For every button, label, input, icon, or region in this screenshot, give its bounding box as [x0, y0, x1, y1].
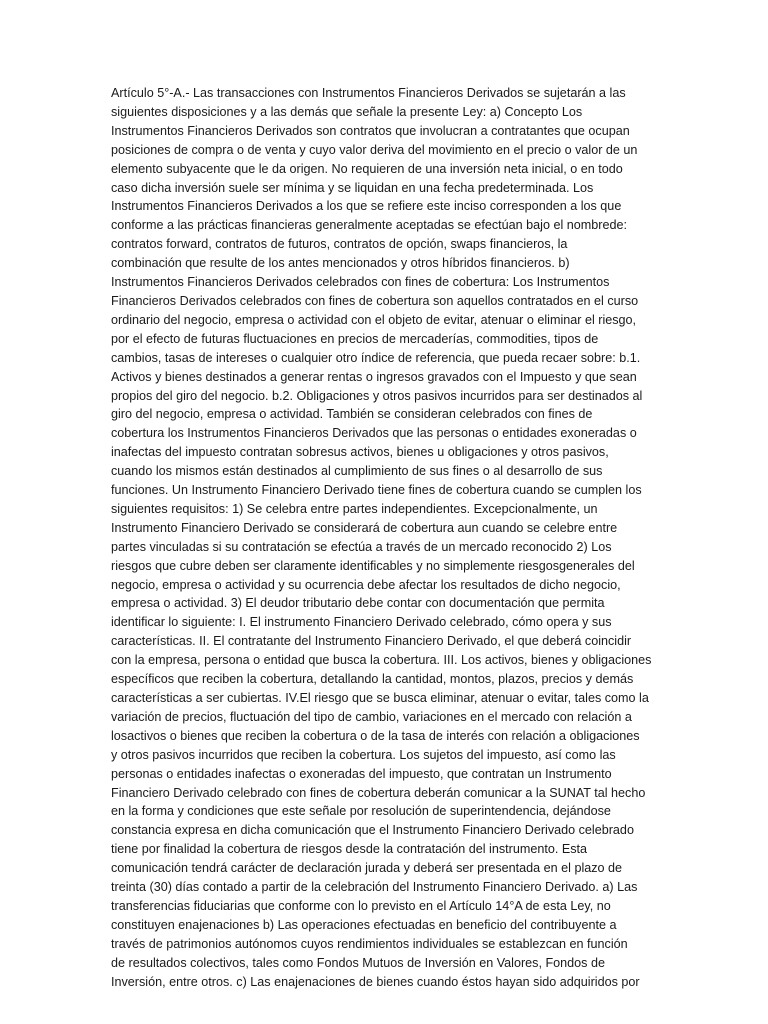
text-line: treinta (30) días contado a partir de la celebración del Instrumento Financiero Derivado. a) Las [111, 880, 638, 895]
text-line: empresa o actividad. 3) El deudor tributario debe contar con documentación que permita [111, 596, 605, 611]
text-line: negocio, empresa o actividad y su ocurrencia debe afectar los resultados de dicho negocio, [111, 577, 621, 592]
text-line: cuando los mismos están destinados al cumplimiento de sus fines o al desarrollo de sus [111, 464, 603, 479]
text-line: funciones. Un Instrumento Financiero Derivado tiene fines de cobertura cuando se cumplen los [111, 483, 642, 498]
text-line: partes vinculadas si su contratación se efectúa a través de un mercado reconocido 2) Los [111, 539, 612, 554]
text-line: comunicación tendrá carácter de declaración jurada y deberá ser presentada en el plazo de [111, 861, 623, 876]
text-line: ordinario del negocio, empresa o actividad con el objeto de evitar, atenuar o eliminar el riesgo, [111, 312, 637, 327]
text-line: Financiero Derivado celebrado con fines de cobertura deberán comunicar a la SUNAT tal hecho [111, 785, 646, 800]
text-line: caso dicha inversión suele ser mínima y se liquidan en una fecha predeterminada. Los [111, 180, 594, 195]
text-line: constancia expresa en dicha comunicación que el Instrumento Financiero Derivado celebrado [111, 823, 634, 838]
text-line: variación de precios, fluctuación del tipo de cambio, variaciones en el mercado con relación a [111, 709, 632, 724]
text-line: Activos y bienes destinados a generar rentas o ingresos gravados con el Impuesto y que sean [111, 369, 637, 384]
text-line: posiciones de compra o de venta y cuyo valor deriva del movimiento en el precio o valor de un [111, 142, 638, 157]
text-line: identificar lo siguiente: I. El instrumento Financiero Derivado celebrado, cómo opera y sus [111, 615, 612, 630]
text-line: y otros pasivos incurridos que reciben la cobertura. Los sujetos del impuesto, así como las [111, 747, 616, 762]
text-line: por el efecto de futuras fluctuaciones en precios de mercaderías, commodities, tipos de [111, 331, 599, 346]
text-line: Instrumentos Financieros Derivados son contratos que involucran a contratantes que ocupan [111, 123, 630, 138]
text-line: cobertura los Instrumentos Financieros Derivados que las personas o entidades exoneradas o [111, 426, 637, 441]
text-line: características a ser cubiertas. IV.El riesgo que se busca eliminar, atenuar o evitar, tales como la [111, 691, 649, 705]
text-line: específicos que reciben la cobertura, detallando la cantidad, montos, plazos, precios y demás [111, 672, 634, 687]
text-line: de resultados colectivos, tales como Fondos Mutuos de Inversión en Valores, Fondos de [111, 955, 605, 970]
text-line: Instrumentos Financieros Derivados a los que se refiere este inciso corresponden a los que [111, 199, 622, 214]
text-line: cambios, tasas de intereses o cualquier otro índice de referencia, que pueda recaer sobre: b.1. [111, 350, 641, 365]
text-line: riesgos que cubre deben ser claramente identificables y no simplemente riesgosgenerales del [111, 558, 635, 573]
text-line: tiene por finalidad la cobertura de riesgos desde la contratación del instrumento. Esta [111, 842, 588, 857]
text-line: personas o entidades inafectas o exoneradas del impuesto, que contratan un Instrumento [111, 766, 612, 781]
text-line: través de patrimonios autónomos cuyos rendimientos individuales se establezcan en función [111, 936, 628, 951]
text-line: giro del negocio, empresa o actividad. También se consideran celebrados con fines de [111, 407, 593, 422]
article-text [111, 84, 671, 992]
text-line: transferencias fiduciarias que conforme con lo previsto en el Artículo 14°A de esta Ley, no [111, 898, 611, 913]
text-line: Artículo 5°-A.- Las transacciones con Instrumentos Financieros Derivados se sujetarán a las [111, 86, 626, 100]
text-line: combinación que resulte de los antes mencionados y otros híbridos financieros. b) [111, 256, 570, 271]
text-line: siguientes requisitos: 1) Se celebra entre partes independientes. Excepcionalmente, un [111, 501, 598, 516]
text-line: Instrumentos Financieros Derivados celebrados con fines de cobertura: Los Instrumentos [111, 275, 610, 290]
text-line: elemento subyacente que le da origen. No requieren de una inversión neta inicial, o en todo [111, 161, 623, 176]
text-line: con la empresa, persona o entidad que busca la cobertura. III. Los activos, bienes y obligaciones [111, 653, 652, 668]
text-line: en la forma y condiciones que este señale por resolución de superintendencia, dejándose [111, 804, 611, 819]
text-line: Financieros Derivados celebrados con fines de cobertura son aquellos contratados en el curso [111, 293, 639, 308]
text-line: constituyen enajenaciones b) Las operaciones efectuadas en beneficio del contribuyente a [111, 917, 617, 932]
text-line: losactivos o bienes que reciben la cobertura o de la tasa de interés con relación a obligaciones [111, 728, 640, 743]
text-line: Inversión, entre otros. c) Las enajenaciones de bienes cuando éstos hayan sido adquiridos por [111, 974, 640, 989]
text-line: propios del giro del negocio. b.2. Obligaciones y otros pasivos incurridos para ser destinados al [111, 388, 643, 403]
text-line: siguientes disposiciones y a las demás que señale la presente Ley: a) Concepto Los [111, 104, 583, 119]
text-line: características. II. El contratante del Instrumento Financiero Derivado, el que deberá coincidir [111, 634, 632, 649]
text-line: Instrumento Financiero Derivado se considerará de cobertura aun cuando se celebre entre [111, 520, 618, 535]
text-line: inafectas del impuesto contratan sobresus activos, bienes u obligaciones y otros pasivos, [111, 445, 609, 460]
text-line: contratos forward, contratos de futuros, contratos de opción, swaps financieros, la [111, 237, 568, 252]
text-line: conforme a las prácticas financieras generalmente aceptadas se efectúan bajo el nombrede: [111, 218, 627, 233]
